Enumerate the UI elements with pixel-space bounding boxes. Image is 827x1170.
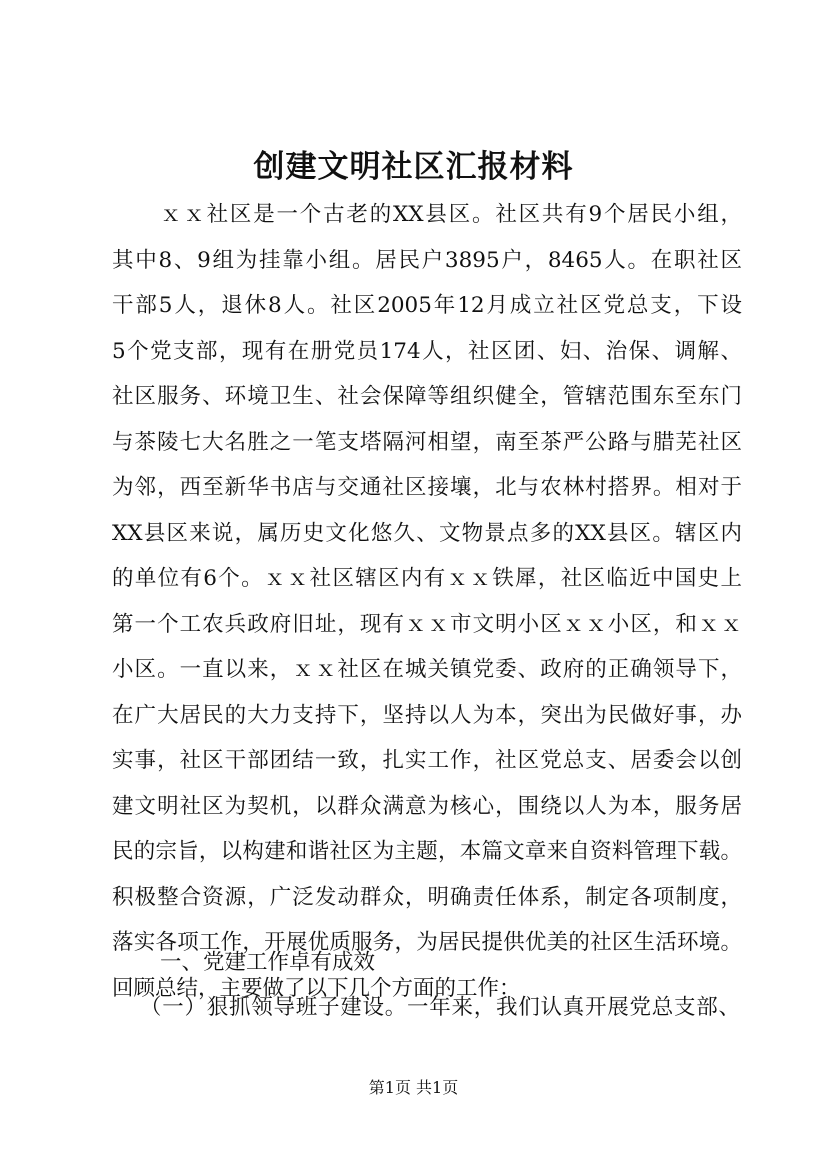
subsection-line: （一）狠抓领导班子建设。一年来，我们认真开展党总支部、	[140, 995, 740, 1020]
paragraph-line: 为邻，西至新华书店与交通社区接壤，北与农林村搭界。相对于	[112, 475, 742, 500]
paragraph-line: 5个党支部，现有在册党员174人，社区团、妇、治保、调解、	[112, 338, 742, 364]
paragraph-line: 社区服务、环境卫生、社会保障等组织健全，管辖范围东至东门	[112, 384, 742, 409]
document-title: 创建文明社区汇报材料	[253, 149, 574, 185]
paragraph-line: 小区。一直以来，ｘｘ社区在城关镇党委、政府的正确领导下，	[112, 657, 742, 682]
page-footer: 第1页 共1页	[368, 1078, 459, 1097]
paragraph-line: 其中8、9组为挂靠小组。居民户3895户，8465人。在职社区	[112, 247, 742, 273]
paragraph-line: 第一个工农兵政府旧址，现有ｘｘ市文明小区ｘｘ小区，和ｘｘ	[112, 611, 742, 637]
paragraph-line: 在广大居民的大力支持下，坚持以人为本，突出为民做好事，办	[112, 702, 742, 728]
paragraph-line: 干部5人，退休8人。社区2005年12月成立社区党总支，下设	[112, 293, 742, 318]
paragraph-line: 回顾总结，主要做了以下几个方面的工作：	[112, 975, 521, 1001]
body-paragraph	[112, 192, 742, 1011]
paragraph-line: XX县区来说，属历史文化悠久、文物景点多的XX县区。辖区内	[112, 520, 742, 546]
paragraph-line: ｘｘ社区是一个古老的XX县区。社区共有9个居民小组，	[160, 202, 742, 227]
paragraph-line: 民的宗旨，以构建和谐社区为主题，本篇文章来自资料管理下载。	[112, 839, 742, 864]
paragraph-line: 积极整合资源，广泛发动群众，明确责任体系，制定各项制度，	[112, 884, 742, 910]
paragraph-line: 落实各项工作，开展优质服务，为居民提供优美的社区生活环境。	[112, 930, 742, 955]
paragraph-line: 实事，社区干部团结一致，扎实工作，社区党总支、居委会以创	[112, 748, 742, 773]
paragraph-line: 的单位有6个。ｘｘ社区辖区内有ｘｘ铁犀，社区临近中国史上	[112, 566, 742, 591]
paragraph-line: 建文明社区为契机，以群众满意为核心，围绕以人为本，服务居	[112, 793, 742, 819]
section-heading: 一、党建工作卓有成效	[160, 950, 376, 975]
paragraph-line: 与茶陵七大名胜之一笔支塔隔河相望，南至茶严公路与腊芜社区	[112, 429, 742, 455]
